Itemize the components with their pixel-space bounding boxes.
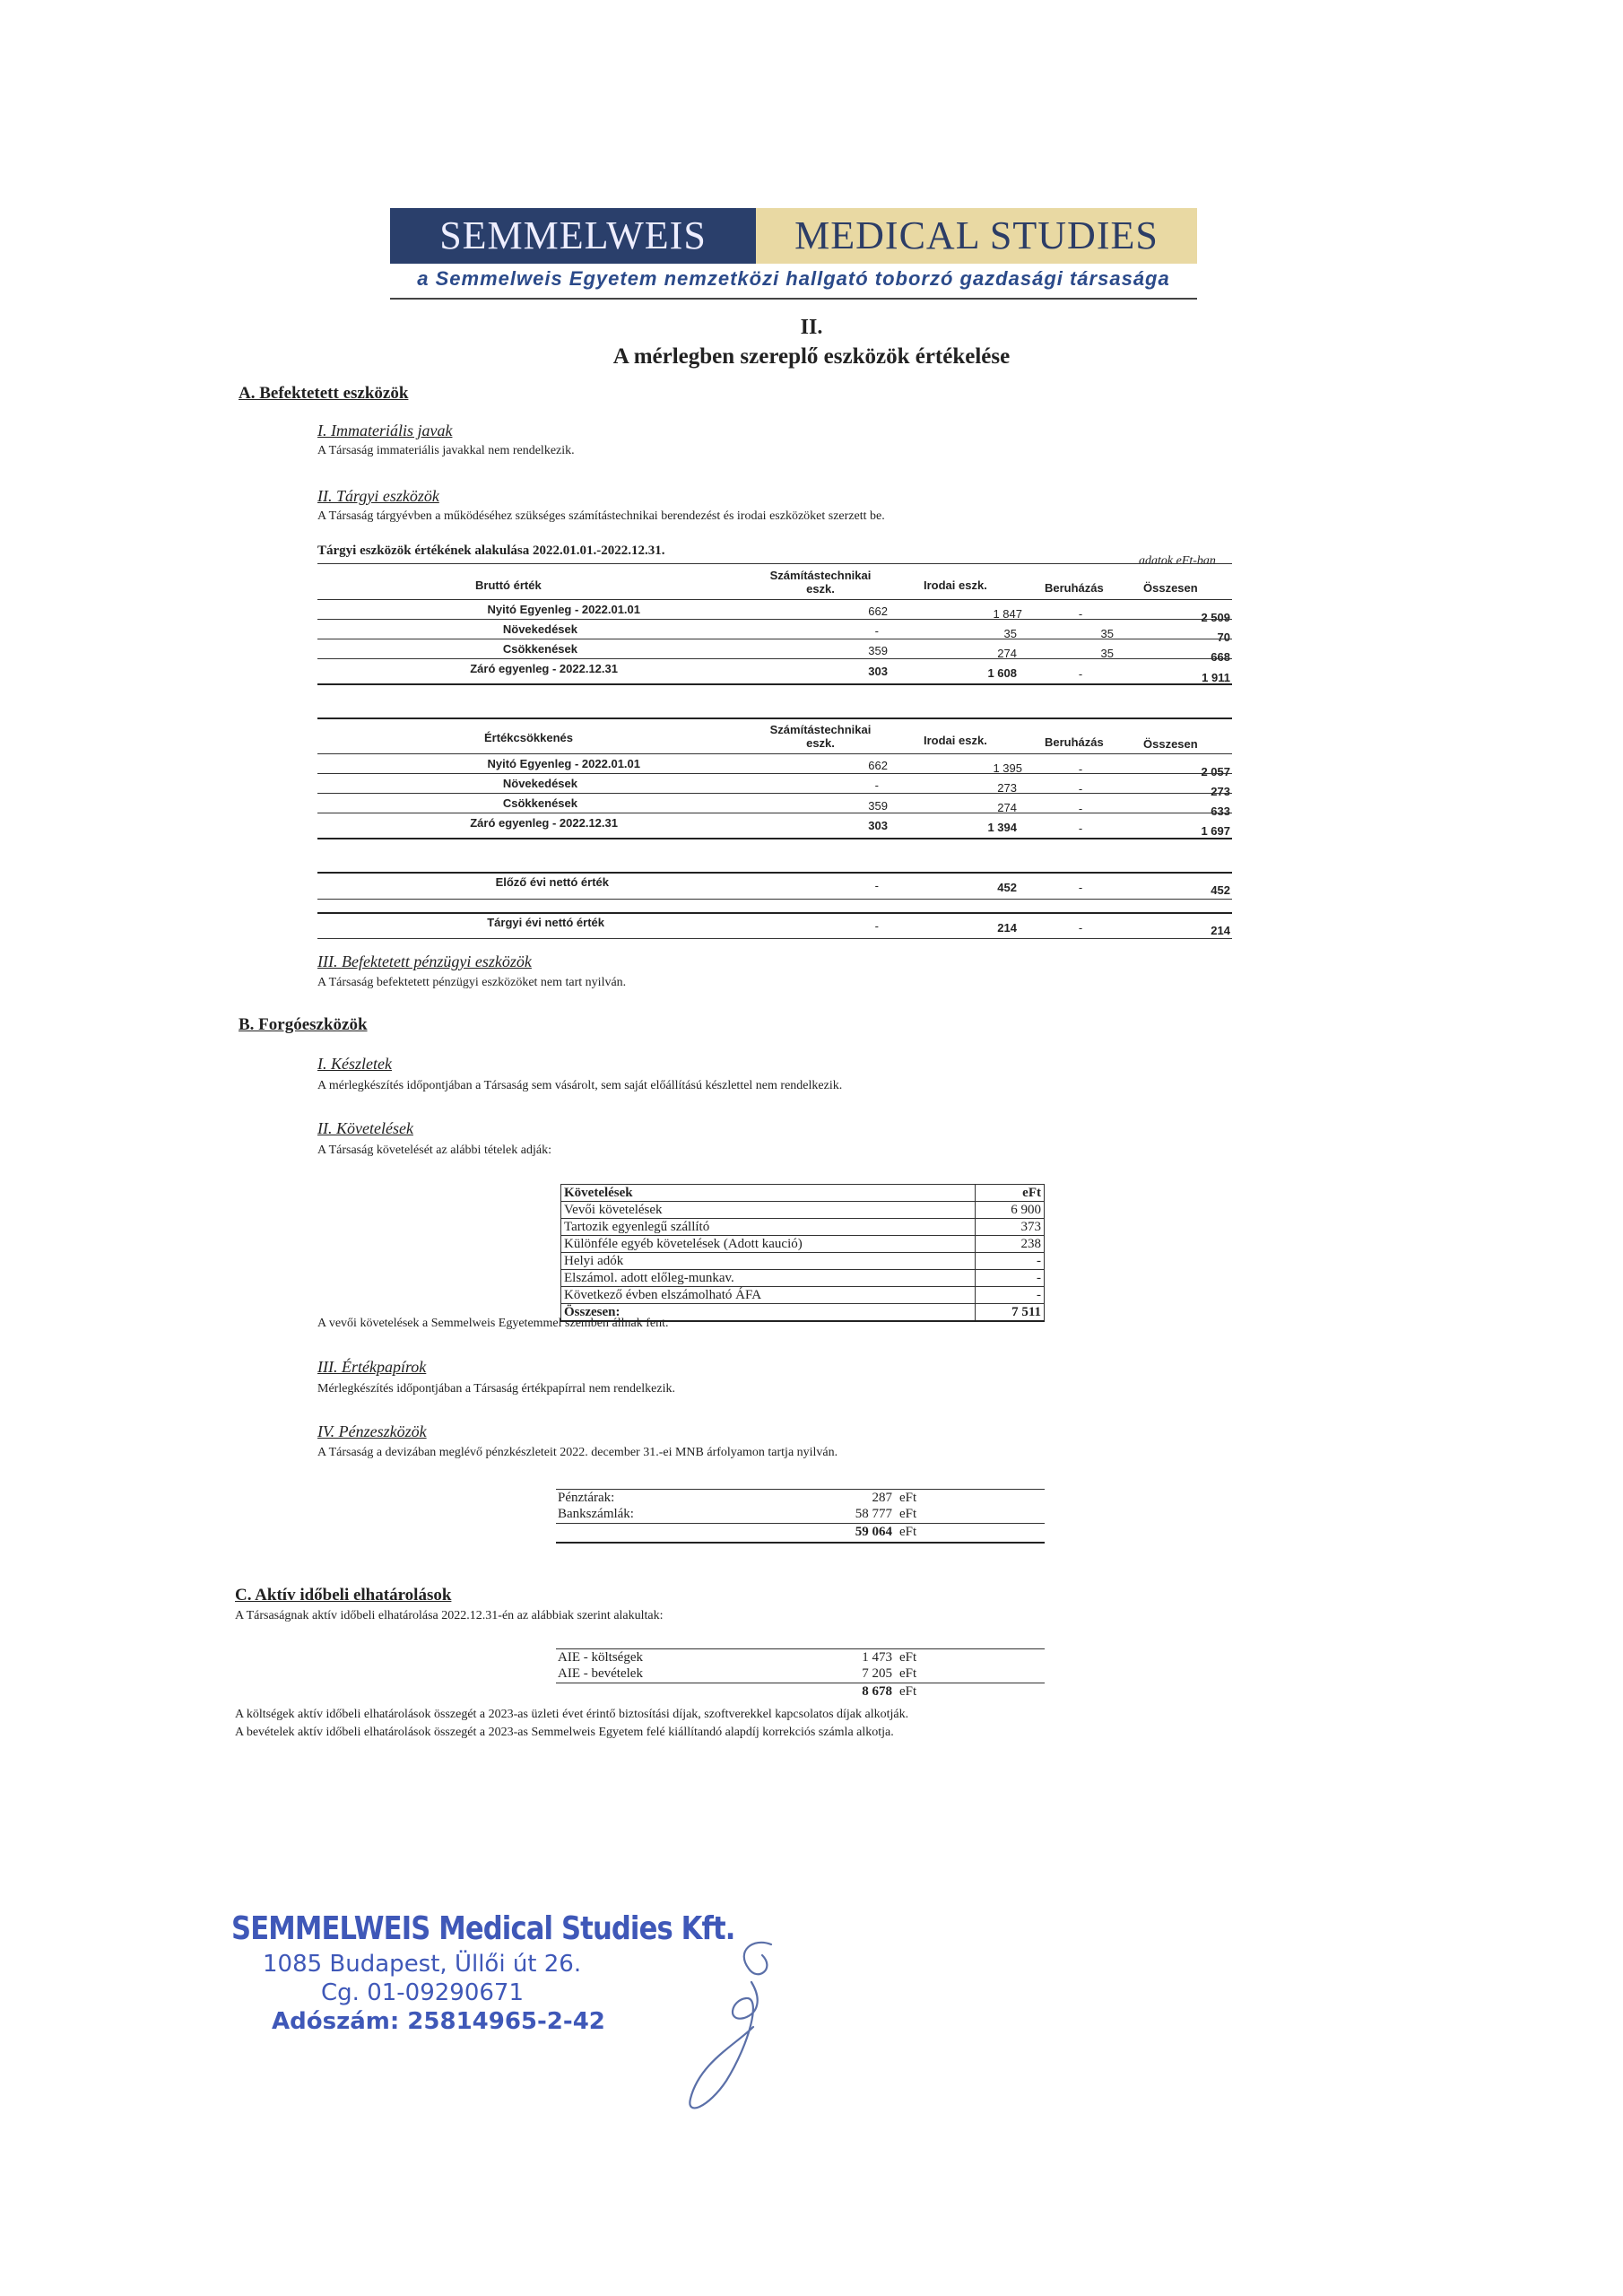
accrual-row-unit: eFt: [899, 1666, 917, 1681]
stamp-company-name: SEMMELWEIS Medical Studies Kft.: [231, 1910, 735, 1947]
securities-text: Mérlegkészítés időpontjában a Társaság értékpapírral nem rendelkezik.: [317, 1382, 675, 1396]
table-row: [561, 1219, 1045, 1236]
depreciation-cell: -: [1078, 762, 1083, 776]
table-cell: Vevői követelések: [561, 1202, 976, 1219]
tangible-subheading: II. Tárgyi eszközök: [317, 487, 439, 505]
gross-cell-total: 668: [1211, 650, 1230, 664]
table-cell: Tartozik egyenlegű szállító: [561, 1219, 976, 1236]
gross-cell: 35: [1100, 647, 1114, 660]
col-header-total: Összesen: [1143, 737, 1198, 751]
table-cell: -: [976, 1253, 1045, 1270]
net-prev-cell-total: 452: [1211, 883, 1230, 897]
section-c-heading: C. Aktív időbeli elhatárolások: [235, 1586, 452, 1605]
receivables-note: A vevői követelések a Semmelweis Egyetemmel szemben állnak fent.: [317, 1317, 669, 1330]
tagline: a Semmelweis Egyetem nemzetközi hallgató toborzó gazdasági társasága: [417, 267, 1170, 290]
cash-row-value: 58 777: [855, 1507, 892, 1521]
table-total-label: Összesen:: [561, 1304, 976, 1322]
gross-cell: 274: [997, 647, 1017, 660]
depreciation-cell: 274: [997, 801, 1017, 814]
accrual-row-label: AIE - bevételek: [558, 1666, 643, 1681]
signature: [664, 1928, 807, 2135]
net-prev-cell: -: [874, 879, 879, 892]
gross-cell-total: 2 509: [1201, 611, 1230, 624]
table-cell: Különféle egyéb követelések (Adott kaució): [561, 1236, 976, 1253]
cash-row-unit: eFt: [899, 1507, 917, 1521]
depreciation-header: Értékcsökkenés: [484, 731, 574, 744]
cash-row-label: Pénztárak:: [558, 1491, 615, 1505]
gross-cell: -: [874, 624, 879, 638]
immaterial-text: A Társaság immateriális javakkal nem rendelkezik.: [317, 444, 575, 457]
depreciation-cell: -: [1078, 782, 1083, 796]
header-divider: [390, 298, 1197, 300]
depreciation-cell-total: 633: [1211, 804, 1230, 818]
securities-subheading: III. Értékpapírok: [317, 1358, 427, 1376]
logo-right-text: MEDICAL STUDIES: [756, 208, 1197, 264]
table-cell: -: [976, 1270, 1045, 1287]
logo-left-text: SEMMELWEIS: [390, 208, 756, 264]
table-cell: Következő évben elszámolható ÁFA: [561, 1287, 976, 1304]
depreciation-row-label: Növekedések: [502, 777, 577, 790]
depreciation-cell: 359: [868, 799, 888, 813]
depreciation-row-label: Csökkenések: [502, 796, 577, 810]
company-logo: [390, 208, 1197, 264]
immaterial-subheading: I. Immateriális javak: [317, 422, 453, 439]
gross-cell: -: [1078, 607, 1083, 621]
net-curr-cell-total: 214: [1211, 924, 1230, 937]
depreciation-cell: 303: [868, 819, 888, 832]
stocks-text: A mérlegkészítés időpontjában a Társaság sem vásárolt, sem saját előállítású készlettel nem rendelkezik.: [317, 1079, 843, 1092]
gross-cell-total: 1 911: [1202, 671, 1230, 684]
net-curr-cell: -: [874, 919, 879, 933]
table-cell: 373: [976, 1219, 1045, 1236]
tangible-text: A Társaság tárgyévben a működéséhez szükséges számítástechnikai berendezést és irodai eszközöket szerzett be.: [317, 509, 885, 523]
depreciation-cell-total: 1 697: [1201, 824, 1230, 838]
signature-stroke: [690, 1943, 771, 2109]
table-row: [561, 1202, 1045, 1219]
net-prev-label: Előző évi nettó érték: [495, 875, 609, 889]
col-header-office: Irodai eszk.: [924, 578, 987, 592]
depreciation-cell: 1 394: [987, 821, 1017, 834]
depreciation-cell: -: [1078, 822, 1083, 835]
table-cell: Elszámol. adott előleg-munkav.: [561, 1270, 976, 1287]
cash-subheading: IV. Pénzeszközök: [317, 1422, 427, 1440]
gross-cell: -: [1078, 667, 1083, 681]
table-header-cell: Követelések: [561, 1185, 976, 1202]
receivables-subheading: II. Követelések: [317, 1119, 413, 1137]
table-total-value: 7 511: [976, 1304, 1045, 1322]
gross-header: Bruttó érték: [475, 578, 542, 592]
depreciation-cell: -: [874, 778, 879, 792]
gross-row-label: Záró egyenleg - 2022.12.31: [470, 662, 618, 675]
net-prev-cell: -: [1078, 881, 1083, 894]
table-cell: 6 900: [976, 1202, 1045, 1219]
accrual-row-value: 1 473: [862, 1650, 892, 1665]
page-title: A mérlegben szereplő eszközök értékelése: [612, 344, 1011, 369]
gross-cell: 359: [868, 644, 888, 657]
net-curr-label: Tárgyi évi nettó érték: [487, 916, 604, 929]
net-curr-cell: 214: [997, 921, 1017, 935]
col-header-office: Irodai eszk.: [924, 734, 987, 747]
receivables-text: A Társaság követelését az alábbi tételek adják:: [317, 1144, 551, 1157]
table-row: [561, 1253, 1045, 1270]
net-prev-cell: 452: [997, 881, 1017, 894]
accrual-total-value: 8 678: [862, 1684, 892, 1699]
net-curr-cell: -: [1078, 921, 1083, 935]
stocks-subheading: I. Készletek: [317, 1055, 392, 1073]
gross-cell: 1 608: [987, 666, 1017, 680]
section-c-text: A Társaságnak aktív időbeli elhatárolása 2022.12.31-én az alábbiak szerint alakultak:: [235, 1609, 664, 1622]
financial-subheading: III. Befektetett pénzügyi eszközök: [317, 952, 532, 970]
gross-cell: 662: [868, 604, 888, 618]
stamp-address: 1085 Budapest, Üllői út 26.: [263, 1951, 582, 1978]
gross-row-label: Nyitó Egyenleg - 2022.01.01: [487, 603, 640, 616]
accrual-row-label: AIE - költségek: [558, 1650, 643, 1665]
depreciation-row-label: Nyitó Egyenleg - 2022.01.01: [487, 757, 640, 770]
depreciation-cell: 662: [868, 759, 888, 772]
section-a-heading: A. Befektetett eszközök: [239, 384, 409, 403]
gross-cell: 303: [868, 665, 888, 678]
table-row: [561, 1270, 1045, 1287]
gross-cell: 1 847: [993, 607, 1022, 621]
depreciation-cell: 273: [997, 781, 1017, 795]
accrual-total-unit: eFt: [899, 1684, 917, 1699]
table-header-cell: eFt: [976, 1185, 1045, 1202]
accruals-note-revenues: A bevételek aktív időbeli elhatárolások összegét a 2023-as Semmelweis Egyetem felé kiállítandó alapdíj korrekciós számla alkotja.: [235, 1726, 894, 1739]
col-header-it: Számítástechnikai eszk.: [769, 569, 872, 596]
table-cell: -: [976, 1287, 1045, 1304]
table-row: [561, 1287, 1045, 1304]
stamp-tax-number: Adószám: 25814965-2-42: [272, 2008, 605, 2035]
cash-text: A Társaság a devizában meglévő pénzkészleteit 2022. december 31.-ei MNB árfolyamon tartja nyilván.: [317, 1446, 838, 1459]
col-header-total: Összesen: [1143, 581, 1198, 595]
table-cell: Helyi adók: [561, 1253, 976, 1270]
gross-cell: 35: [1100, 627, 1114, 640]
accruals-note-costs: A költségek aktív időbeli elhatárolások összegét a 2023-as üzleti évet érintő biztosítási díjak, szoftverekkel kapcsolatos díjak alkotják.: [235, 1708, 909, 1721]
cash-row-value: 287: [872, 1491, 892, 1505]
depreciation-cell-total: 2 057: [1201, 765, 1230, 778]
depreciation-row-label: Záró egyenleg - 2022.12.31: [470, 816, 618, 830]
chapter-number: II.: [800, 316, 823, 339]
cash-row-label: Bankszámlák:: [558, 1507, 634, 1521]
receivables-table: [560, 1184, 1045, 1322]
unit-note: adatok eFt-ban: [1139, 554, 1216, 568]
financial-text: A Társaság befektetett pénzügyi eszközöket nem tart nyilván.: [317, 976, 627, 989]
depreciation-cell: -: [1078, 802, 1083, 815]
cash-total-value: 59 064: [855, 1525, 892, 1539]
depreciation-cell-total: 273: [1211, 785, 1230, 798]
table-header-row: [561, 1185, 1045, 1202]
cash-total-unit: eFt: [899, 1525, 917, 1539]
table-cell: 238: [976, 1236, 1045, 1253]
accrual-row-value: 7 205: [862, 1666, 892, 1681]
section-b-heading: B. Forgóeszközök: [239, 1015, 368, 1034]
cash-row-unit: eFt: [899, 1491, 917, 1505]
gross-row-label: Csökkenések: [502, 642, 577, 656]
depreciation-cell: 1 395: [993, 761, 1022, 775]
tangible-table-title: Tárgyi eszközök értékének alakulása 2022.01.01.-2022.12.31.: [317, 544, 665, 558]
col-header-it: Számítástechnikai eszk.: [769, 723, 872, 750]
table-row: [561, 1236, 1045, 1253]
col-header-investment: Beruházás: [1045, 735, 1104, 749]
gross-cell-total: 70: [1217, 631, 1230, 644]
stamp-registration: Cg. 01-09290671: [321, 1979, 524, 2006]
accrual-row-unit: eFt: [899, 1650, 917, 1665]
gross-row-label: Növekedések: [502, 622, 577, 636]
gross-cell: 35: [1003, 627, 1017, 640]
col-header-investment: Beruházás: [1045, 581, 1104, 595]
